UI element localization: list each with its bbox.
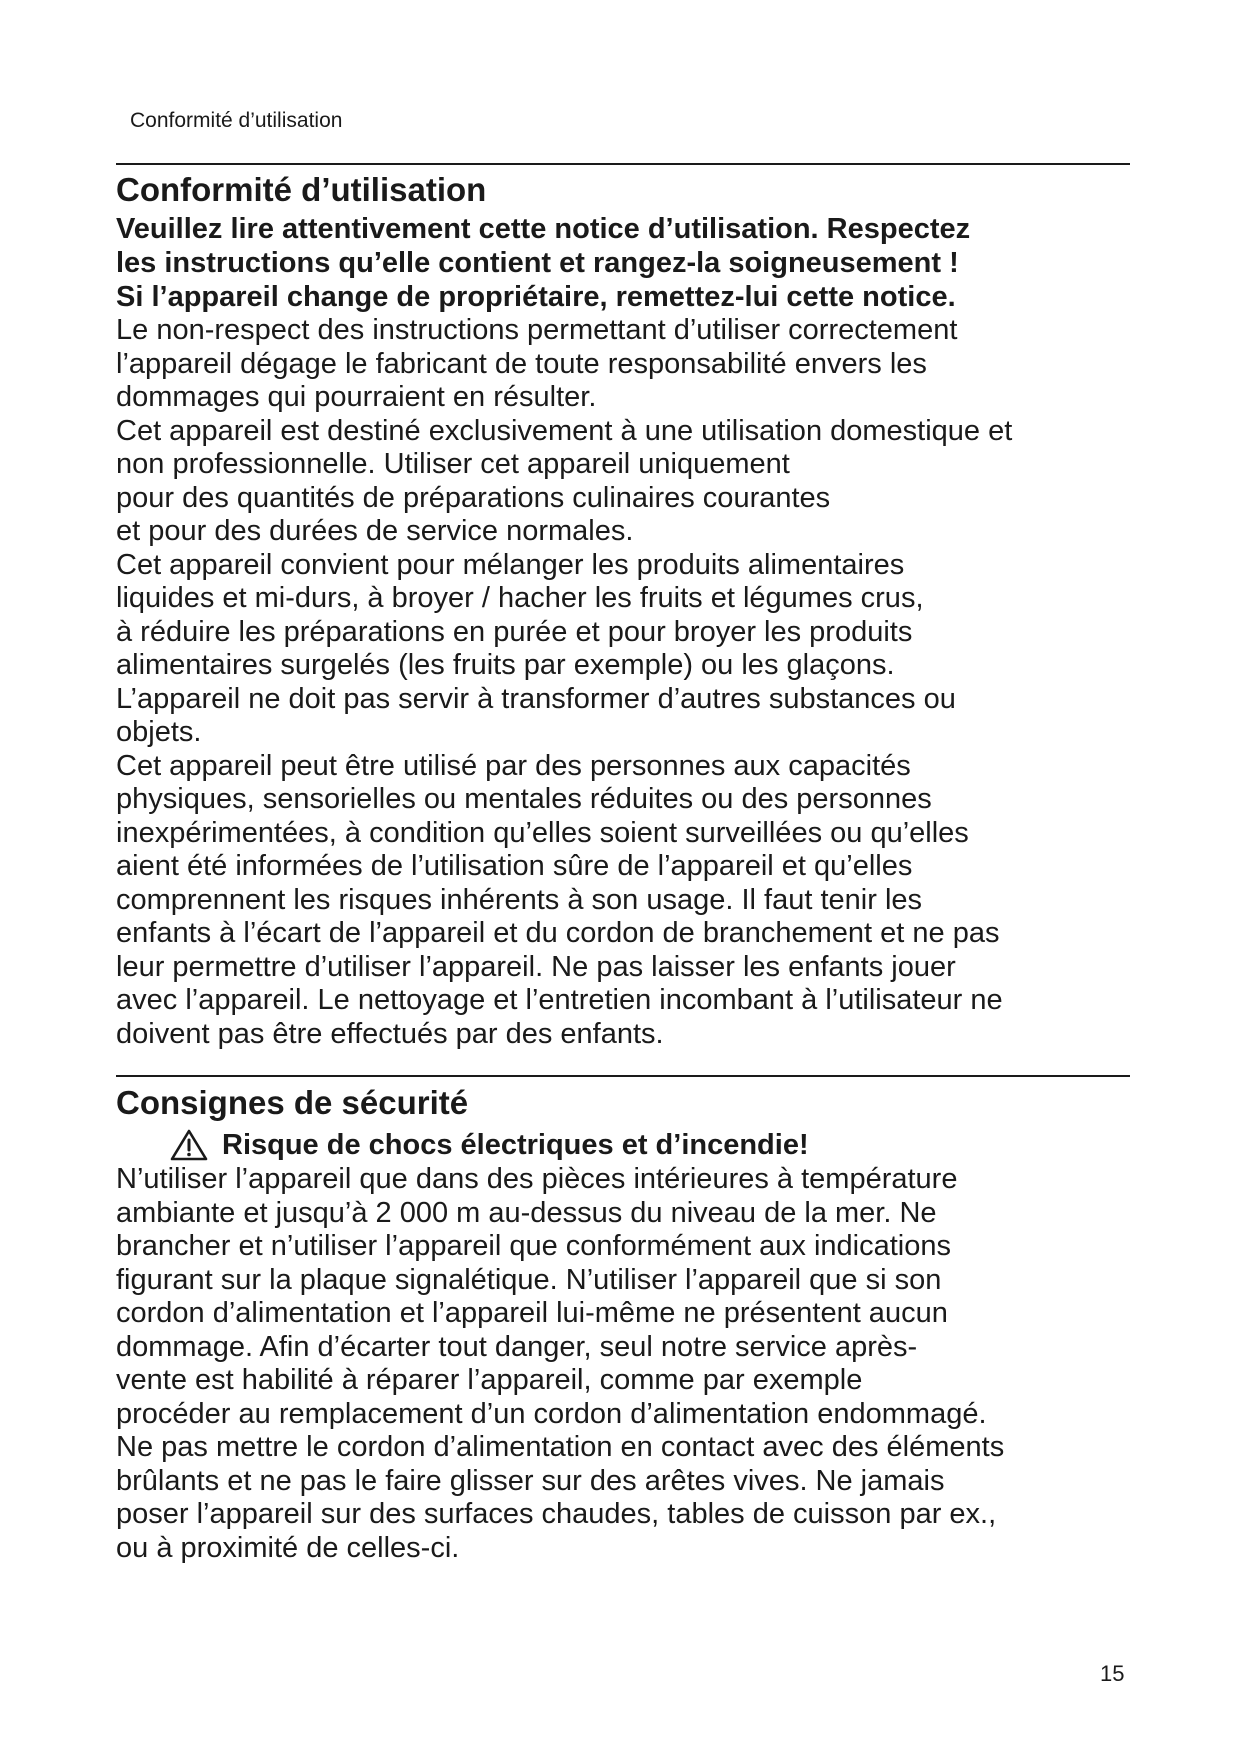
body-line: procéder au remplacement d’un cordon d’alimentation endommagé. bbox=[116, 1397, 987, 1430]
body-line: cordon d’alimentation et l’appareil lui-même ne présentent aucun bbox=[116, 1297, 948, 1329]
body-line: brûlants et ne pas le faire glisser sur des arêtes vives. Ne jamais bbox=[116, 1464, 945, 1497]
body-line: Cet appareil est destiné exclusivement à une utilisation domestique et bbox=[116, 414, 1013, 447]
body-line: vente est habilité à réparer l’appareil, comme par exemple bbox=[116, 1364, 863, 1396]
warning-heading bbox=[170, 1127, 1130, 1163]
lead-line: les instructions qu’elle contient et rangez-la soigneusement ! bbox=[116, 247, 959, 279]
body-line: inexpérimentées, à condition qu’elles soient surveillées ou qu’elles bbox=[116, 816, 969, 849]
body-paragraph bbox=[116, 1163, 1130, 1565]
section-divider bbox=[116, 163, 1130, 165]
running-header: Conformité d’utilisation bbox=[130, 109, 343, 132]
body-line: figurant sur la plaque signalétique. N’utiliser l’appareil que si son bbox=[116, 1263, 942, 1296]
body-line: objets. bbox=[116, 716, 202, 748]
body-line: poser l’appareil sur des surfaces chaudes, tables de cuisson par ex., bbox=[116, 1498, 997, 1530]
section-title: Conformité d’utilisation bbox=[116, 171, 487, 208]
body-line: L’appareil ne doit pas servir à transformer d’autres substances ou bbox=[116, 682, 956, 715]
body-line: brancher et n’utiliser l’appareil que conformément aux indications bbox=[116, 1230, 952, 1262]
warning-triangle-icon bbox=[170, 1129, 208, 1161]
body-line: Le non-respect des instructions permettant d’utiliser correctement bbox=[116, 314, 958, 346]
body-line: et pour des durées de service normales. bbox=[116, 515, 634, 547]
lead-line: Veuillez lire attentivement cette notice d’utilisation. Respectez bbox=[116, 213, 971, 245]
body-line: alimentaires surgelés (les fruits par exemple) ou les glaçons. bbox=[116, 649, 895, 681]
warning-text: Risque de chocs électriques et d’incendie! bbox=[222, 1129, 809, 1161]
body-line: Ne pas mettre le cordon d’alimentation en contact avec des éléments bbox=[116, 1431, 1005, 1463]
body-line: comprennent les risques inhérents à son usage. Il faut tenir les bbox=[116, 883, 923, 916]
body-line: dommages qui pourraient en résulter. bbox=[116, 381, 597, 413]
body-line: dommage. Afin d’écarter tout danger, seul notre service après- bbox=[116, 1330, 918, 1363]
section-intended-use bbox=[116, 170, 1130, 1051]
body-line: ou à proximité de celles-ci. bbox=[116, 1531, 460, 1564]
body-line: leur permettre d’utiliser l’appareil. Ne pas laisser les enfants jouer bbox=[116, 950, 956, 983]
body-line: ambiante et jusqu’à 2 000 m au-dessus du niveau de la mer. Ne bbox=[116, 1196, 937, 1229]
page-number: 15 bbox=[1100, 1661, 1125, 1686]
section-safety bbox=[116, 1083, 1130, 1565]
body-line: avec l’appareil. Le nettoyage et l’entretien incombant à l’utilisateur ne bbox=[116, 984, 1003, 1016]
body-line: enfants à l’écart de l’appareil et du cordon de branchement et ne pas bbox=[116, 917, 1000, 949]
body-line: pour des quantités de préparations culinaires courantes bbox=[116, 481, 831, 514]
section-title: Consignes de sécurité bbox=[116, 1084, 469, 1121]
body-line: liquides et mi-durs, à broyer / hacher les fruits et légumes crus, bbox=[116, 582, 924, 614]
body-line: Cet appareil convient pour mélanger les produits alimentaires bbox=[116, 548, 905, 581]
body-line: aient été informées de l’utilisation sûre de l’appareil et qu’elles bbox=[116, 850, 913, 882]
lead-line: Si l’appareil change de propriétaire, remettez-lui cette notice. bbox=[116, 281, 956, 313]
body-line: l’appareil dégage le fabricant de toute responsabilité envers les bbox=[116, 347, 927, 380]
body-line: à réduire les préparations en purée et pour broyer les produits bbox=[116, 615, 913, 648]
body-line: doivent pas être effectués par des enfants. bbox=[116, 1017, 664, 1050]
body-line: non professionnelle. Utiliser cet appareil uniquement bbox=[116, 448, 790, 480]
body-line: Cet appareil peut être utilisé par des personnes aux capacités bbox=[116, 749, 911, 782]
lead-paragraph bbox=[116, 212, 1130, 314]
body-line: N’utiliser l’appareil que dans des pièces intérieures à température bbox=[116, 1163, 958, 1195]
body-paragraph bbox=[116, 314, 1130, 1051]
body-line: physiques, sensorielles ou mentales réduites ou des personnes bbox=[116, 783, 932, 815]
section-divider bbox=[116, 1075, 1130, 1077]
